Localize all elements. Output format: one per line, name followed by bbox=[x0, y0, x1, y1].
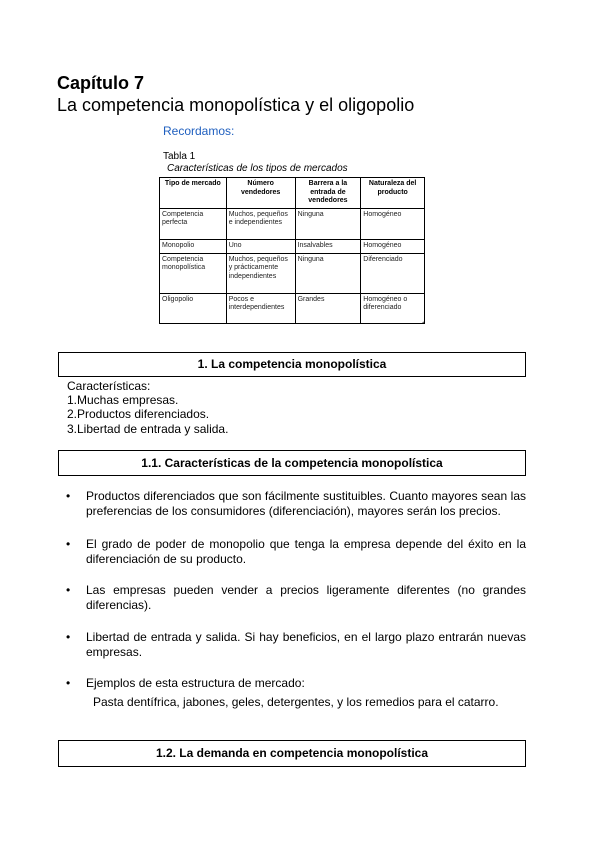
bullet-icon: • bbox=[66, 489, 71, 503]
chapter-title: Capítulo 7 bbox=[57, 73, 145, 93]
bullet-icon: • bbox=[66, 537, 71, 551]
recordamos-label: Recordamos: bbox=[163, 124, 235, 138]
list-item: 3.Libertad de entrada y salida. bbox=[67, 421, 229, 436]
table-cell: Homogéneo bbox=[361, 239, 425, 253]
table-cell: Competencia perfecta bbox=[160, 208, 227, 239]
bullet-icon: • bbox=[66, 676, 71, 690]
list-item: 2.Productos diferenciados. bbox=[67, 407, 210, 422]
table-cell: Homogéneo o diferenciado bbox=[361, 293, 425, 323]
bullet-text: Ejemplos de esta estructura de mercado: bbox=[86, 676, 305, 690]
table-cell: Monopolio bbox=[160, 239, 227, 253]
characteristics-label: Características: bbox=[67, 379, 151, 393]
table-header-row bbox=[160, 178, 425, 209]
table-row bbox=[160, 253, 425, 293]
table-cell: Grandes bbox=[295, 293, 361, 323]
bullet-text: Productos diferenciados que son fácilmente sustituibles. Cuanto mayores sean las preferencias de los consumidores (diferenciación), mayores serán los precios. bbox=[86, 489, 526, 518]
table-header-cell: Número vendedores bbox=[226, 178, 295, 209]
chapter-subtitle: La competencia monopolística y el oligopolio bbox=[57, 95, 415, 115]
examples-detail: Pasta dentífrica, jabones, geles, detergentes, y los remedios para el catarro. bbox=[93, 695, 499, 709]
table-footnote-mark: * bbox=[422, 322, 425, 328]
table-cell: Ninguna bbox=[295, 253, 361, 293]
table-header-cell: Barrera a la entrada de vendedores bbox=[295, 178, 361, 209]
section-heading-1: 1. La competencia monopolística bbox=[58, 352, 526, 377]
table-row bbox=[160, 293, 425, 323]
bullet-icon: • bbox=[66, 583, 71, 597]
table-row bbox=[160, 208, 425, 239]
table-cell: Muchos, pequeños y prácticamente independientes bbox=[226, 253, 295, 293]
table-header-cell: Naturaleza del producto bbox=[361, 178, 425, 209]
table-cell: Oligopolio bbox=[160, 293, 227, 323]
market-types-table bbox=[159, 177, 425, 324]
table-header-cell: Tipo de mercado bbox=[160, 178, 227, 209]
table-label: Tabla 1 bbox=[163, 151, 196, 162]
table-row bbox=[160, 239, 425, 253]
bullet-text: Las empresas pueden vender a precios ligeramente diferentes (no grandes diferencias). bbox=[86, 583, 526, 612]
characteristics-list bbox=[67, 393, 228, 436]
table-cell: Uno bbox=[226, 239, 295, 253]
table-cell: Insalvables bbox=[295, 239, 361, 253]
list-item: 1.Muchas empresas. bbox=[67, 393, 179, 407]
bullet-text: Libertad de entrada y salida. Si hay beneficios, en el largo plazo entrarán nuevas empresas. bbox=[86, 630, 526, 659]
table-cell: Ninguna bbox=[295, 208, 361, 239]
table-caption: Características de los tipos de mercados bbox=[167, 163, 348, 174]
table-cell: Diferenciado bbox=[361, 253, 425, 293]
table-cell: Muchos, pequeños e independientes bbox=[226, 208, 295, 239]
bullet-text: El grado de poder de monopolio que tenga la empresa depende del éxito en la diferenciación de su producto. bbox=[86, 537, 526, 566]
bullet-icon: • bbox=[66, 630, 71, 644]
table-cell: Competencia monopolística bbox=[160, 253, 227, 293]
table-cell: Pocos e interdependientes bbox=[226, 293, 295, 323]
section-heading-1-2: 1.2. La demanda en competencia monopolística bbox=[58, 740, 526, 767]
table-cell: Homogéneo bbox=[361, 208, 425, 239]
section-heading-1-1: 1.1. Características de la competencia monopolística bbox=[58, 450, 526, 476]
